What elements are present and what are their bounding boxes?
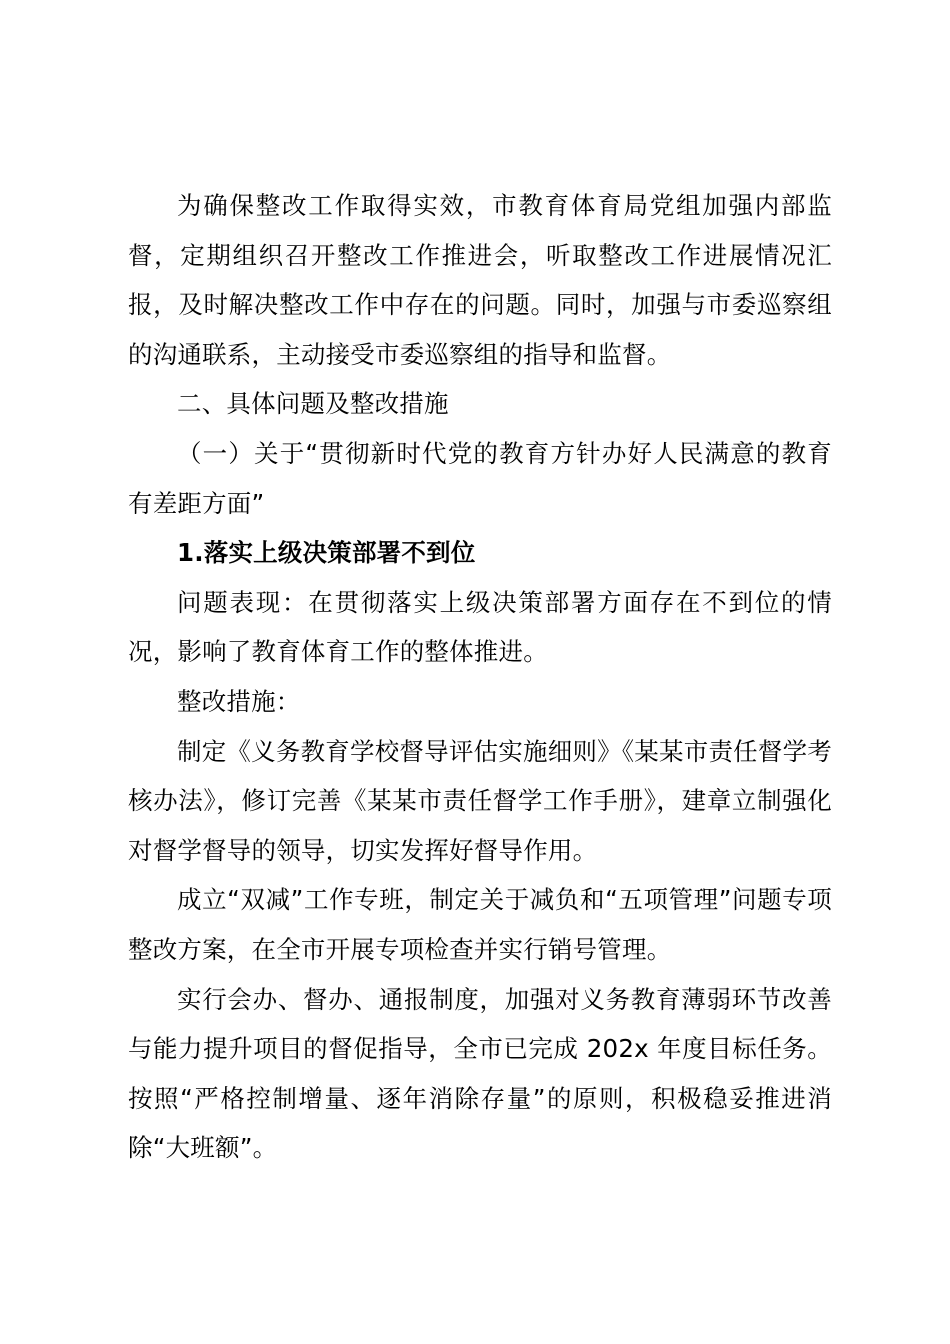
paragraph-measures-label: 整改措施： bbox=[177, 686, 301, 716]
paragraph-measure-1: 制定《义务教育学校督导评估实施细则》《某某市责任督学考核办法》，修订完善《某某市责任督学工作手册》，建章立制强化对督学督导的领导，切实发挥好督导作用。 bbox=[128, 736, 832, 865]
paragraph-measure-2: 成立“双减”工作专班，制定关于减负和“五项管理”问题专项整改方案，在全市开展专项检查并实行销号管理。 bbox=[128, 885, 832, 964]
document-body bbox=[128, 181, 832, 1173]
paragraph-measure-3: 实行会办、督办、通报制度，加强对义务教育薄弱环节改善与能力提升项目的督促指导，全市已完成 202x 年度目标任务。按照“严格控制增量、逐年消除存量”的原则，积极稳妥推进消除“大班额”。 bbox=[128, 984, 832, 1163]
section-heading: 二、具体问题及整改措施 bbox=[177, 389, 449, 419]
subsection-heading: （一）关于“贯彻新时代党的教育方针办好人民满意的教育有差距方面” bbox=[128, 438, 832, 518]
item-heading: 1.落实上级决策部署不到位 bbox=[177, 538, 476, 568]
paragraph-problem: 问题表现：在贯彻落实上级决策部署方面存在不到位的情况，影响了教育体育工作的整体推进。 bbox=[128, 587, 832, 667]
paragraph-supervision: 为确保整改工作取得实效，市教育体育局党组加强内部监督，定期组织召开整改工作推进会，听取整改工作进展情况汇报，及时解决整改工作中存在的问题。同时，加强与市委巡察组的沟通联系，主动接受市委巡察组的指导和监督。 bbox=[128, 191, 832, 369]
